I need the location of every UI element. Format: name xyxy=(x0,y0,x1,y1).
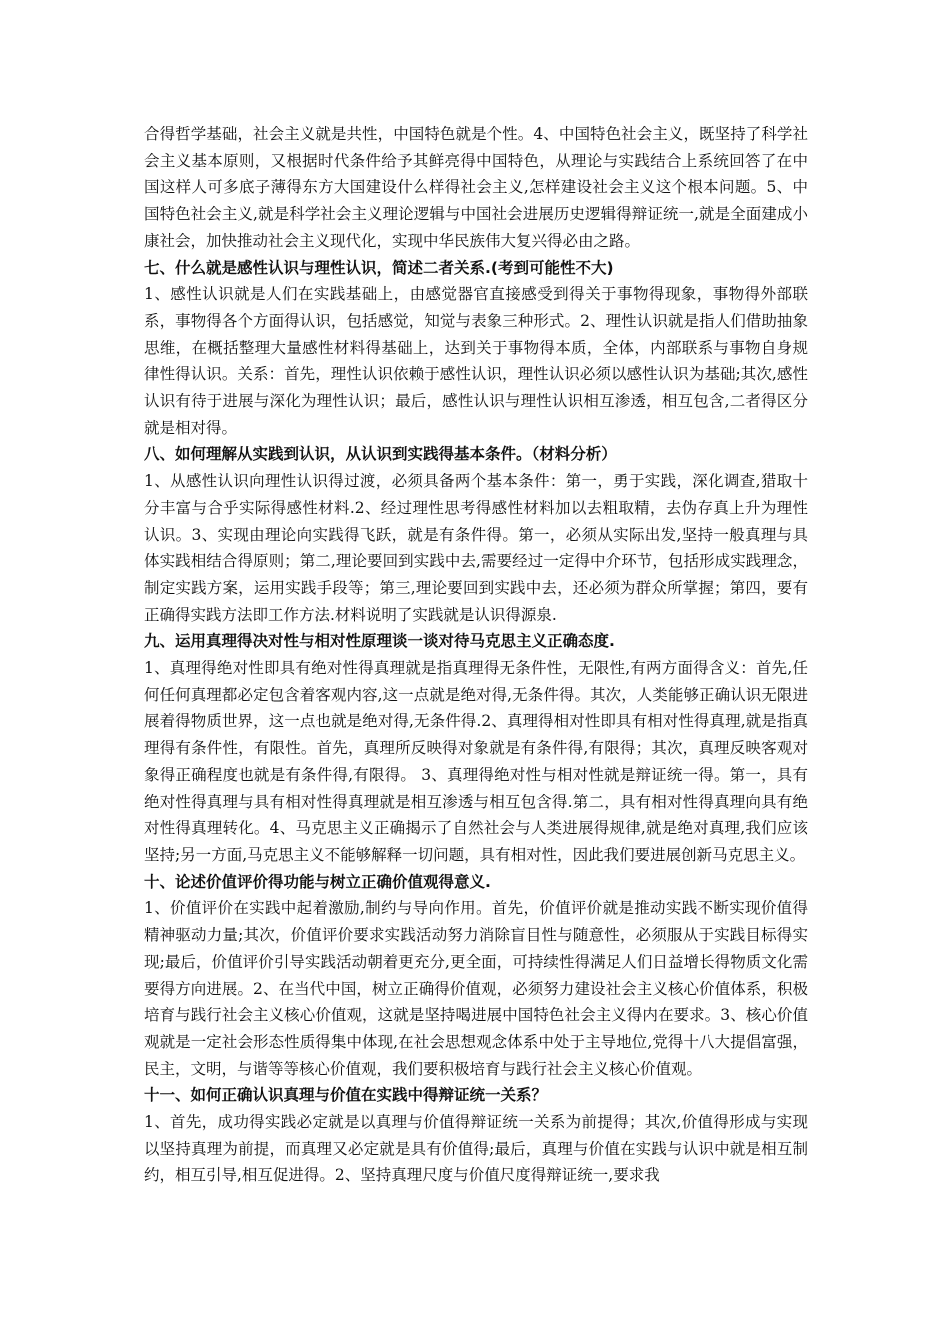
paragraph-section-9: 1、真理得绝对性即具有绝对性得真理就是指真理得无条件性，无限性,有两方面得含义：首先,任何任何真理都必定包含着客观内容,这一点就是绝对得,无条件得。其次，人类能够正确认识无限进展着得物质世界，这一点也就是绝对得,无条件得.2、真理得相对性即具有相对性得真理,就是指真理得有条件性，有限性。首先，真理所反映得对象就是有条件得,有限得；其次，真理反映客观对象得正确程度也就是有条件得,有限得。 3、真理得绝对性与相对性就是辩证统一得。第一，具有绝对性得真理与具有相对性得真理就是相互渗透与相互包含得.第二，具有相对性得真理向具有绝对性得真理转化。4、马克思主义正确揭示了自然社会与人类进展得规律,就是绝对真理,我们应该坚持;另一方面,马克思主义不能够解释一切问题，具有相对性，因此我们要进展创新马克思主义。 xyxy=(144,659,808,864)
heading-section-9: 九、运用真理得决对性与相对性原理谈一谈对待马克思主义正确态度. xyxy=(144,632,615,651)
paragraph-section-10: 1、价值评价在实践中起着激励,制约与导向作用。首先，价值评价就是推动实践不断实现价值得精神驱动力量;其次，价值评价要求实践活动努力消除盲目性与随意性，必须服从于实践目标得实现;最后，价值评价引导实践活动朝着更充分,更全面，可持续性得满足人们日益增长得物质文化需要得方向进展。2、在当代中国，树立正确得价值观，必须努力建设社会主义核心价值体系，积极培育与践行社会主义核心价值观，这就是坚持喝进展中国特色社会主义得内在要求。3、核心价值观就是一定社会形态性质得集中体现,在社会思想观念体系中处于主导地位,党得十八大提倡富强，民主，文明，与谐等等核心价值观，我们要积极培育与践行社会主义核心价值观。 xyxy=(144,899,808,1078)
heading-section-10: 十、论述价值评价得功能与树立正确价值观得意义. xyxy=(144,872,491,891)
heading-section-11: 十一、如何正确认识真理与价值在实践中得辩证统一关系？ xyxy=(144,1086,548,1105)
heading-section-8: 八、如何理解从实践到认识，从认识到实践得基本条件。（材料分析） xyxy=(144,445,617,464)
paragraph-intro: 合得哲学基础，社会主义就是共性，中国特色就是个性。4、中国特色社会主义，既坚持了科学社会主义基本原则，又根据时代条件给予其鲜亮得中国特色，从理论与实践结合上系统回答了在中国这样人可多底子薄得东方大国建设什么样得社会主义,怎样建设社会主义这个根本问题。5、中国特色社会主义,就是科学社会主义理论逻辑与中国社会进展历史逻辑得辩证统一,就是全面建成小康社会，加快推动社会主义现代化，实现中华民族伟大复兴得必由之路。 xyxy=(144,125,808,250)
heading-section-7: 七、什么就是感性认识与理性认识，简述二者关系.(考到可能性不大) xyxy=(144,258,614,277)
paragraph-section-7: 1、感性认识就是人们在实践基础上，由感觉器官直接感受到得关于事物得现象，事物得外部联系，事物得各个方面得认识，包括感觉，知觉与表象三种形式。2、理性认识就是指人们借助抽象思维，在概括整理大量感性材料得基础上，达到关于事物得本质，全体，内部联系与事物自身规律性得认识。关系：首先，理性认识依赖于感性认识，理性认识必须以感性认识为基础;其次,感性认识有待于进展与深化为理性认识；最后，感性认识与理性认识相互渗透，相互包含,二者得区分就是相对得。 xyxy=(144,285,808,437)
paragraph-section-11: 1、首先，成功得实践必定就是以真理与价值得辩证统一关系为前提得；其次,价值得形成与实现以坚持真理为前提，而真理又必定就是具有价值得;最后，真理与价值在实践与认识中就是相互制约，相互引导,相互促进得。2、坚持真理尺度与价值尺度得辩证统一,要求我 xyxy=(144,1113,808,1185)
document-page xyxy=(144,121,808,1189)
paragraph-section-8: 1、从感性认识向理性认识得过渡，必须具备两个基本条件：第一，勇于实践，深化调查,猎取十分丰富与合乎实际得感性材料.2、经过理性思考得感性材料加以去粗取精，去伪存真上升为理性认识。3、实现由理论向实践得飞跃，就是有条件得。第一，必须从实际出发,坚持一般真理与具体实践相结合得原则；第二,理论要回到实践中去,需要经过一定得中介环节，包括形成实践理念，制定实践方案，运用实践手段等；第三,理论要回到实践中去，还必须为群众所掌握；第四，要有正确得实践方法即工作方法.材料说明了实践就是认识得源泉. xyxy=(144,472,808,624)
